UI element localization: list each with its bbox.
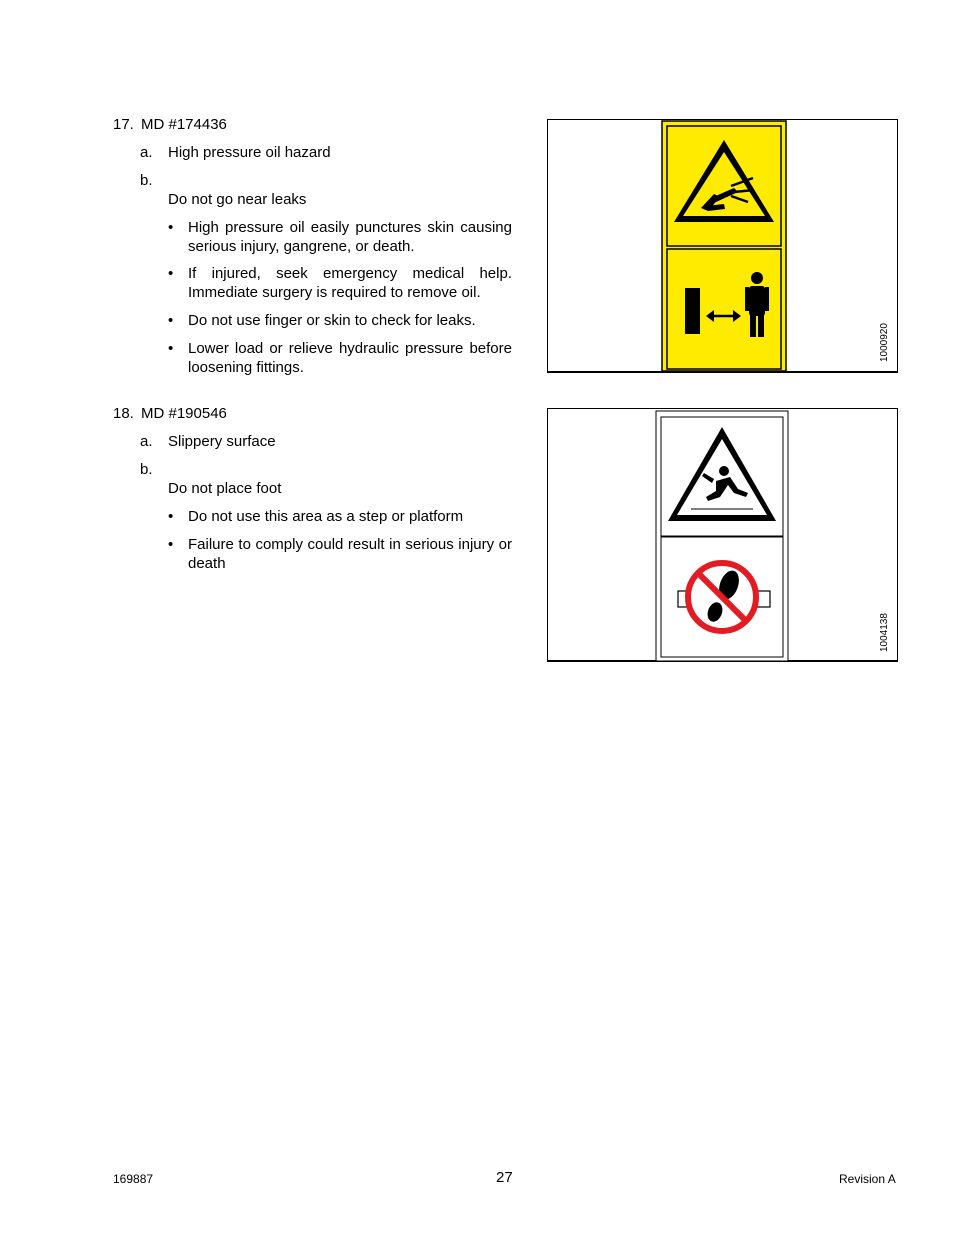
slippery-surface-decal — [548, 409, 899, 663]
sub-label-a: a. — [140, 144, 153, 161]
bullet-text: High pressure oil easily punctures skin causing serious injury, gangrene, or death. — [188, 219, 512, 255]
sub-text-b: Do not go near leaks — [168, 191, 307, 208]
sub-label-a: a. — [140, 433, 153, 450]
figure-decal-190546 — [547, 408, 898, 662]
figure-id: 1004138 — [879, 613, 890, 652]
bullet-text: Do not use this area as a step or platform — [188, 508, 464, 525]
bullet-text: Do not use finger or skin to check for leaks. — [188, 312, 476, 329]
footer-revision: Revision A — [839, 1172, 896, 1186]
item-title: MD #190546 — [141, 405, 227, 422]
sub-text-b: Do not place foot — [168, 480, 282, 497]
bullet-glyph: • — [168, 536, 174, 553]
sub-text-a: Slippery surface — [168, 433, 276, 450]
high-pressure-oil-decal — [548, 120, 899, 374]
bullet-glyph: • — [168, 219, 174, 236]
sub-label-b: b. — [140, 461, 153, 478]
bullet-glyph: • — [168, 265, 174, 282]
sub-text-a: High pressure oil hazard — [168, 144, 331, 161]
bullet-text: Lower load or relieve hydraulic pressure before loosening fittings. — [188, 340, 512, 376]
bullet-glyph: • — [168, 508, 174, 525]
bullet-glyph: • — [168, 312, 174, 329]
figure-id: 1000920 — [879, 323, 890, 362]
item-title: MD #174436 — [141, 116, 227, 133]
item-number: 18. — [113, 405, 134, 422]
footer-doc-number: 169887 — [113, 1172, 154, 1186]
figure-decal-174436 — [547, 119, 898, 373]
item-number: 17. — [113, 116, 134, 133]
sub-label-b: b. — [140, 172, 153, 189]
bullet-text: If injured, seek emergency medical help. Immediate surgery is required to remove oil. — [188, 265, 512, 301]
footer-page-number: 27 — [496, 1169, 513, 1186]
bullet-glyph: • — [168, 340, 174, 357]
bullet-text: Failure to comply could result in serious injury or death — [188, 536, 512, 572]
